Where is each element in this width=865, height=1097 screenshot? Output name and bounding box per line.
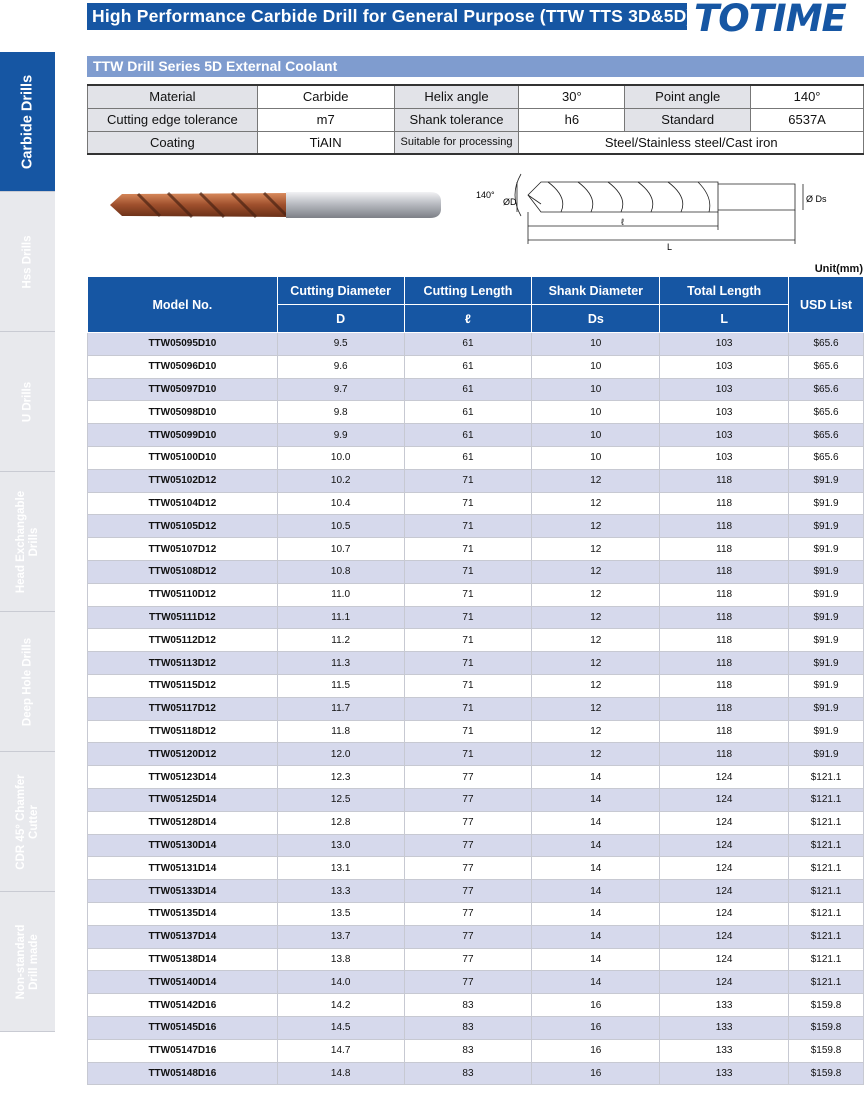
table-row — [88, 811, 864, 834]
cell-model: TTW05097D10 — [88, 378, 278, 401]
table-row — [88, 948, 864, 971]
spec-value: 30° — [519, 85, 625, 108]
cell-shank-diameter: 12 — [532, 697, 660, 720]
cell-model: TTW05115D12 — [88, 674, 278, 697]
sidebar-item-label: U Drills — [21, 381, 33, 422]
cell-usd-price: $91.9 — [789, 515, 864, 538]
cell-cutting-length: 71 — [404, 538, 532, 561]
cell-total-length: 124 — [660, 948, 789, 971]
header-cutting-diameter: Cutting Diameter — [277, 277, 404, 305]
cell-shank-diameter: 12 — [532, 743, 660, 766]
cell-total-length: 124 — [660, 857, 789, 880]
cell-shank-diameter: 10 — [532, 333, 660, 356]
cell-total-length: 118 — [660, 674, 789, 697]
cell-usd-price: $91.9 — [789, 743, 864, 766]
cell-shank-diameter: 10 — [532, 424, 660, 447]
table-row — [88, 629, 864, 652]
cell-cutting-diameter: 10.2 — [277, 469, 404, 492]
cell-model: TTW05140D14 — [88, 971, 278, 994]
spec-label: Suitable for processing — [394, 131, 519, 154]
cell-usd-price: $121.1 — [789, 834, 864, 857]
cell-model: TTW05120D12 — [88, 743, 278, 766]
cell-total-length: 118 — [660, 469, 789, 492]
spec-label: Cutting edge tolerance — [88, 108, 258, 131]
cell-model: TTW05123D14 — [88, 766, 278, 789]
spec-label: Point angle — [625, 85, 751, 108]
sidebar-item-chamfer-cutter[interactable] — [0, 752, 55, 892]
cell-total-length: 124 — [660, 902, 789, 925]
cell-model: TTW05135D14 — [88, 902, 278, 925]
cell-shank-diameter: 14 — [532, 834, 660, 857]
cell-model: TTW05112D12 — [88, 629, 278, 652]
cell-total-length: 133 — [660, 1039, 789, 1062]
cell-cutting-diameter: 13.5 — [277, 902, 404, 925]
cell-cutting-diameter: 14.5 — [277, 1016, 404, 1039]
cell-model: TTW05133D14 — [88, 880, 278, 903]
cell-cutting-diameter: 14.2 — [277, 994, 404, 1017]
cell-usd-price: $91.9 — [789, 697, 864, 720]
section-title-bar — [87, 56, 864, 77]
cell-model: TTW05105D12 — [88, 515, 278, 538]
cell-cutting-diameter: 10.4 — [277, 492, 404, 515]
cell-usd-price: $121.1 — [789, 811, 864, 834]
cell-cutting-length: 77 — [404, 902, 532, 925]
cell-cutting-length: 77 — [404, 788, 532, 811]
cell-usd-price: $121.1 — [789, 902, 864, 925]
cell-shank-diameter: 14 — [532, 925, 660, 948]
table-row — [88, 925, 864, 948]
cell-usd-price: $121.1 — [789, 766, 864, 789]
spec-value: 140° — [751, 85, 864, 108]
cell-cutting-length: 61 — [404, 355, 532, 378]
cell-shank-diameter: 14 — [532, 766, 660, 789]
cell-shank-diameter: 12 — [532, 515, 660, 538]
drill-diagram — [473, 170, 833, 255]
spec-table — [87, 84, 864, 155]
cell-model: TTW05138D14 — [88, 948, 278, 971]
product-table — [87, 276, 864, 1085]
cell-total-length: 124 — [660, 925, 789, 948]
cell-total-length: 103 — [660, 424, 789, 447]
cell-usd-price: $91.9 — [789, 629, 864, 652]
cell-cutting-diameter: 12.8 — [277, 811, 404, 834]
cell-total-length: 118 — [660, 743, 789, 766]
cell-cutting-diameter: 12.5 — [277, 788, 404, 811]
cell-total-length: 118 — [660, 538, 789, 561]
cell-shank-diameter: 12 — [532, 652, 660, 675]
header-cutting-length: Cutting Length — [404, 277, 532, 305]
sidebar-item-hss-drills[interactable] — [0, 192, 55, 332]
cell-shank-diameter: 12 — [532, 674, 660, 697]
cell-model: TTW05095D10 — [88, 333, 278, 356]
cell-shank-diameter: 12 — [532, 492, 660, 515]
cell-shank-diameter: 12 — [532, 720, 660, 743]
cell-cutting-diameter: 9.8 — [277, 401, 404, 424]
cell-usd-price: $121.1 — [789, 971, 864, 994]
cell-cutting-diameter: 11.2 — [277, 629, 404, 652]
table-row — [88, 378, 864, 401]
cell-total-length: 133 — [660, 994, 789, 1017]
cell-cutting-diameter: 13.8 — [277, 948, 404, 971]
cell-cutting-length: 77 — [404, 971, 532, 994]
cell-cutting-diameter: 9.6 — [277, 355, 404, 378]
table-row — [88, 492, 864, 515]
table-row — [88, 720, 864, 743]
cell-model: TTW05099D10 — [88, 424, 278, 447]
cell-cutting-diameter: 11.1 — [277, 606, 404, 629]
table-row — [88, 1062, 864, 1085]
cell-cutting-diameter: 13.7 — [277, 925, 404, 948]
cell-model: TTW05102D12 — [88, 469, 278, 492]
cell-usd-price: $65.6 — [789, 378, 864, 401]
cell-cutting-length: 71 — [404, 674, 532, 697]
cell-cutting-diameter: 12.0 — [277, 743, 404, 766]
cell-shank-diameter: 12 — [532, 583, 660, 606]
sidebar — [0, 52, 55, 1032]
angle-label: 140° — [476, 190, 495, 200]
cell-model: TTW05147D16 — [88, 1039, 278, 1062]
cell-shank-diameter: 16 — [532, 1062, 660, 1085]
cell-usd-price: $65.6 — [789, 401, 864, 424]
table-row — [88, 560, 864, 583]
cell-model: TTW05148D16 — [88, 1062, 278, 1085]
cell-cutting-length: 71 — [404, 652, 532, 675]
cell-cutting-length: 77 — [404, 766, 532, 789]
cell-total-length: 118 — [660, 560, 789, 583]
spec-label: Shank tolerance — [394, 108, 519, 131]
cell-cutting-diameter: 10.7 — [277, 538, 404, 561]
cell-cutting-diameter: 9.9 — [277, 424, 404, 447]
cell-model: TTW05118D12 — [88, 720, 278, 743]
sidebar-item-head-exchangable-drills[interactable] — [0, 472, 55, 612]
cell-total-length: 124 — [660, 834, 789, 857]
spec-value: Steel/Stainless steel/Cast iron — [519, 131, 864, 154]
cell-total-length: 118 — [660, 515, 789, 538]
spec-label: Coating — [88, 131, 258, 154]
table-row — [88, 994, 864, 1017]
table-row — [88, 857, 864, 880]
cell-cutting-diameter: 12.3 — [277, 766, 404, 789]
cell-usd-price: $91.9 — [789, 652, 864, 675]
cell-total-length: 124 — [660, 811, 789, 834]
cell-cutting-length: 77 — [404, 857, 532, 880]
cell-shank-diameter: 12 — [532, 469, 660, 492]
cell-usd-price: $91.9 — [789, 720, 864, 743]
cell-usd-price: $159.8 — [789, 1062, 864, 1085]
cell-total-length: 118 — [660, 720, 789, 743]
subheader-ds: Ds — [532, 305, 660, 333]
cell-cutting-length: 61 — [404, 446, 532, 469]
cell-model: TTW05108D12 — [88, 560, 278, 583]
section-title: TTW Drill Series 5D External Coolant — [93, 58, 338, 74]
cell-usd-price: $65.6 — [789, 355, 864, 378]
cell-shank-diameter: 14 — [532, 948, 660, 971]
cell-model: TTW05131D14 — [88, 857, 278, 880]
header-total-length: Total Length — [660, 277, 789, 305]
cell-model: TTW05113D12 — [88, 652, 278, 675]
cell-shank-diameter: 10 — [532, 446, 660, 469]
spec-value: TiAIN — [257, 131, 394, 154]
cell-shank-diameter: 10 — [532, 378, 660, 401]
cell-usd-price: $121.1 — [789, 788, 864, 811]
cell-total-length: 124 — [660, 880, 789, 903]
drill-photo — [108, 188, 443, 222]
subheader-l: ℓ — [404, 305, 532, 333]
cell-model: TTW05104D12 — [88, 492, 278, 515]
table-row — [88, 469, 864, 492]
cell-usd-price: $121.1 — [789, 857, 864, 880]
cell-cutting-length: 83 — [404, 1016, 532, 1039]
cell-cutting-diameter: 14.8 — [277, 1062, 404, 1085]
cell-model: TTW05125D14 — [88, 788, 278, 811]
cell-shank-diameter: 14 — [532, 788, 660, 811]
cell-model: TTW05145D16 — [88, 1016, 278, 1039]
header-usd-list: USD List — [789, 277, 864, 333]
cell-total-length: 118 — [660, 697, 789, 720]
cell-total-length: 103 — [660, 401, 789, 424]
cell-model: TTW05142D16 — [88, 994, 278, 1017]
subheader-d: D — [277, 305, 404, 333]
table-row — [88, 333, 864, 356]
cell-cutting-length: 77 — [404, 880, 532, 903]
cell-total-length: 103 — [660, 333, 789, 356]
sidebar-item-label: Hss Drills — [21, 234, 33, 289]
table-row — [88, 424, 864, 447]
spec-value: Carbide — [257, 85, 394, 108]
table-row — [88, 652, 864, 675]
cell-cutting-diameter: 13.3 — [277, 880, 404, 903]
cell-model: TTW05100D10 — [88, 446, 278, 469]
header-shank-diameter: Shank Diameter — [532, 277, 660, 305]
cell-shank-diameter: 12 — [532, 629, 660, 652]
cell-usd-price: $91.9 — [789, 560, 864, 583]
cell-usd-price: $159.8 — [789, 1039, 864, 1062]
brand-logo: TOTIME — [694, 0, 846, 40]
cell-shank-diameter: 16 — [532, 1039, 660, 1062]
sidebar-item-non-standard[interactable] — [0, 892, 55, 1032]
cell-shank-diameter: 14 — [532, 880, 660, 903]
cell-cutting-length: 71 — [404, 469, 532, 492]
cell-total-length: 118 — [660, 583, 789, 606]
cell-cutting-length: 77 — [404, 948, 532, 971]
table-row — [88, 697, 864, 720]
cell-model: TTW05098D10 — [88, 401, 278, 424]
cell-model: TTW05117D12 — [88, 697, 278, 720]
cell-cutting-length: 71 — [404, 515, 532, 538]
cell-cutting-diameter: 14.7 — [277, 1039, 404, 1062]
subheader-total-l: L — [660, 305, 789, 333]
cell-cutting-diameter: 10.5 — [277, 515, 404, 538]
cell-total-length: 124 — [660, 971, 789, 994]
cell-cutting-length: 71 — [404, 629, 532, 652]
cell-usd-price: $91.9 — [789, 583, 864, 606]
diameter-label: ØD — [503, 197, 517, 207]
cell-usd-price: $65.6 — [789, 446, 864, 469]
cell-shank-diameter: 10 — [532, 355, 660, 378]
table-row — [88, 766, 864, 789]
table-row — [88, 1039, 864, 1062]
cell-total-length: 103 — [660, 446, 789, 469]
sidebar-item-label: Head Exchangable Drills — [14, 490, 40, 593]
cell-usd-price: $91.9 — [789, 492, 864, 515]
cell-cutting-length: 71 — [404, 583, 532, 606]
sidebar-item-label: Carbide Drills — [19, 74, 35, 169]
cell-total-length: 124 — [660, 766, 789, 789]
unit-label: Unit(mm) — [814, 263, 863, 275]
cell-cutting-length: 71 — [404, 560, 532, 583]
cell-usd-price: $121.1 — [789, 880, 864, 903]
cell-cutting-diameter: 11.3 — [277, 652, 404, 675]
cell-cutting-diameter: 11.5 — [277, 674, 404, 697]
cell-usd-price: $159.8 — [789, 1016, 864, 1039]
cell-model: TTW05111D12 — [88, 606, 278, 629]
cell-cutting-length: 83 — [404, 1039, 532, 1062]
cell-total-length: 118 — [660, 606, 789, 629]
cell-cutting-length: 61 — [404, 401, 532, 424]
cell-model: TTW05096D10 — [88, 355, 278, 378]
cell-shank-diameter: 12 — [532, 538, 660, 561]
cell-cutting-diameter: 9.5 — [277, 333, 404, 356]
cell-total-length: 103 — [660, 378, 789, 401]
cell-usd-price: $65.6 — [789, 424, 864, 447]
table-row — [88, 971, 864, 994]
sidebar-item-label: CDR 45° Chamfer Cutter — [14, 773, 40, 870]
cell-shank-diameter: 14 — [532, 902, 660, 925]
cell-cutting-diameter: 9.7 — [277, 378, 404, 401]
cell-total-length: 118 — [660, 629, 789, 652]
cell-usd-price: $91.9 — [789, 538, 864, 561]
table-body — [88, 333, 864, 1085]
cell-usd-price: $91.9 — [789, 606, 864, 629]
sidebar-item-u-drills[interactable] — [0, 332, 55, 472]
cell-model: TTW05130D14 — [88, 834, 278, 857]
cell-cutting-length: 83 — [404, 1062, 532, 1085]
sidebar-item-carbide-drills[interactable] — [0, 52, 55, 192]
cell-total-length: 118 — [660, 492, 789, 515]
cell-cutting-diameter: 13.1 — [277, 857, 404, 880]
cell-cutting-diameter: 11.8 — [277, 720, 404, 743]
table-row — [88, 902, 864, 925]
cell-cutting-diameter: 11.0 — [277, 583, 404, 606]
cell-total-length: 124 — [660, 788, 789, 811]
cell-cutting-length: 61 — [404, 333, 532, 356]
table-row — [88, 606, 864, 629]
table-row — [88, 355, 864, 378]
cell-usd-price: $91.9 — [789, 674, 864, 697]
cell-cutting-diameter: 10.8 — [277, 560, 404, 583]
table-row — [88, 674, 864, 697]
cell-cutting-length: 61 — [404, 378, 532, 401]
table-row — [88, 834, 864, 857]
table-row — [88, 446, 864, 469]
sidebar-item-deep-hole-drills[interactable] — [0, 612, 55, 752]
spec-value: 6537A — [751, 108, 864, 131]
cell-cutting-diameter: 11.7 — [277, 697, 404, 720]
cell-shank-diameter: 12 — [532, 560, 660, 583]
cell-cutting-length: 83 — [404, 994, 532, 1017]
cell-model: TTW05128D14 — [88, 811, 278, 834]
spec-label: Standard — [625, 108, 751, 131]
cell-shank-diameter: 14 — [532, 857, 660, 880]
cell-total-length: 133 — [660, 1016, 789, 1039]
table-row — [88, 880, 864, 903]
cell-shank-diameter: 14 — [532, 811, 660, 834]
cell-total-length: 103 — [660, 355, 789, 378]
sidebar-item-label: Non-standard Drill made — [14, 924, 40, 999]
cell-shank-diameter: 16 — [532, 994, 660, 1017]
page-title: High Performance Carbide Drill for General Purpose (TTW TTS 3D&5D) — [92, 6, 693, 26]
cell-cutting-length: 71 — [404, 743, 532, 766]
cell-total-length: 133 — [660, 1062, 789, 1085]
cell-cutting-length: 71 — [404, 492, 532, 515]
cutting-length-label: ℓ — [621, 217, 624, 227]
cell-shank-diameter: 12 — [532, 606, 660, 629]
table-row — [88, 743, 864, 766]
cell-usd-price: $91.9 — [789, 469, 864, 492]
cell-cutting-length: 71 — [404, 697, 532, 720]
cell-shank-diameter: 10 — [532, 401, 660, 424]
sidebar-item-label: Deep Hole Drills — [21, 637, 33, 726]
cell-shank-diameter: 14 — [532, 971, 660, 994]
spec-value: m7 — [257, 108, 394, 131]
cell-cutting-length: 77 — [404, 925, 532, 948]
header-model: Model No. — [88, 277, 278, 333]
spec-label: Material — [88, 85, 258, 108]
cell-model: TTW05137D14 — [88, 925, 278, 948]
shank-diameter-label: Ø Ds — [806, 194, 827, 204]
cell-cutting-length: 77 — [404, 834, 532, 857]
table-row — [88, 788, 864, 811]
cell-model: TTW05110D12 — [88, 583, 278, 606]
cell-cutting-diameter: 14.0 — [277, 971, 404, 994]
cell-total-length: 118 — [660, 652, 789, 675]
table-row — [88, 538, 864, 561]
cell-cutting-length: 77 — [404, 811, 532, 834]
cell-cutting-length: 71 — [404, 606, 532, 629]
table-row — [88, 583, 864, 606]
cell-usd-price: $65.6 — [789, 333, 864, 356]
cell-usd-price: $121.1 — [789, 925, 864, 948]
cell-cutting-diameter: 10.0 — [277, 446, 404, 469]
table-row — [88, 1016, 864, 1039]
cell-model: TTW05107D12 — [88, 538, 278, 561]
cell-usd-price: $121.1 — [789, 948, 864, 971]
spec-value: h6 — [519, 108, 625, 131]
cell-cutting-length: 61 — [404, 424, 532, 447]
total-length-label: L — [667, 242, 673, 252]
table-row — [88, 401, 864, 424]
table-row — [88, 515, 864, 538]
cell-cutting-diameter: 13.0 — [277, 834, 404, 857]
cell-cutting-length: 71 — [404, 720, 532, 743]
spec-label: Helix angle — [394, 85, 519, 108]
cell-usd-price: $159.8 — [789, 994, 864, 1017]
cell-shank-diameter: 16 — [532, 1016, 660, 1039]
